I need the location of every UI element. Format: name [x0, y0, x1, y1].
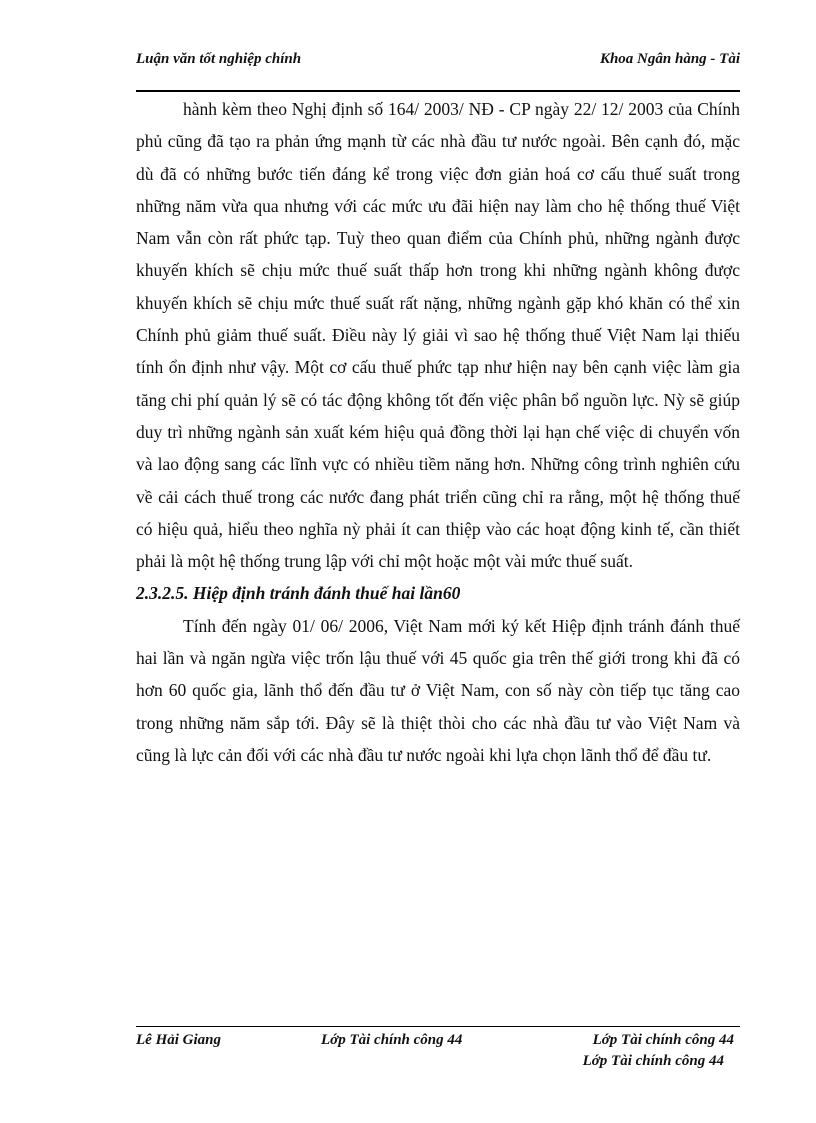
- header-right-title: Khoa Ngân hàng - Tài: [599, 51, 740, 67]
- footer-author: Lê Hải Giang: [136, 1032, 221, 1048]
- header-left-title: Luận văn tốt nghiệp chính: [136, 51, 302, 67]
- footer-class-right: Lớp Tài chính công 44: [592, 1032, 734, 1048]
- section-heading: 2.3.2.5. Hiệp định tránh đánh thuế hai lần60: [136, 583, 461, 604]
- footer-class-right-second: Lớp Tài chính công 44: [582, 1053, 724, 1069]
- footer-class-center: Lớp Tài chính công 44: [321, 1032, 463, 1048]
- document-body: [136, 93, 740, 771]
- page-footer: [136, 1030, 740, 1080]
- paragraph-2: Tính đến ngày 01/ 06/ 2006, Việt Nam mới ký kết Hiệp định tránh đánh thuế hai lần và ngăn ngừa việc trốn lậu thuế với 45 quốc gia trên thế giới trong khi đã có hơn 60 quốc gia, lãnh thổ đến đầu tư ở Việt Nam, con số này còn tiếp tục tăng cao trong những năm sắp tới. Đây sẽ là thiệt thòi cho các nhà đầu tư vào Việt Nam và cũng là lực cản đối với các nhà đầu tư nước ngoài khi lựa chọn lãnh thổ để đầu tư.: [136, 615, 740, 765]
- footer-divider: [136, 1026, 740, 1027]
- header-divider: [136, 90, 740, 92]
- paragraph-1: hành kèm theo Nghị định số 164/ 2003/ NĐ - CP ngày 22/ 12/ 2003 của Chính phủ cũng đã tạo ra phản ứng mạnh từ các nhà đầu tư nước ngoài. Bên cạnh đó, mặc dù đã có những bước tiến đáng kể trong việc đơn giản hoá cơ cấu thuế suất trong những năm vừa qua nhưng với các mức ưu đãi hiện nay làm cho hệ thống thuế Việt Nam vẫn còn rất phức tạp. Tuỳ theo quan điểm của Chính phủ, những ngành được khuyến khích sẽ chịu mức thuế suất thấp hơn trong khi những ngành không được khuyến khích sẽ chịu mức thuế suất rất nặng, những ngành gặp khó khăn có thể xin Chính phủ giảm thuế suất. Điều này lý giải vì sao hệ thống thuế Việt Nam lại thiếu tính ổn định như vậy. Một cơ cấu thuế phức tạp như hiện nay bên cạnh việc làm gia tăng chi phí quản lý sẽ có tác động không tốt đến việc phân bổ nguồn lực. Nỳ sẽ giúp duy trì những ngành sản xuất kém hiệu quả đồng thời lại hạn chế việc di chuyển vốn và lao động sang các lĩnh vực có nhiều tiềm năng hơn. Những công trình nghiên cứu về cải cách thuế trong các nước đang phát triển cũng chỉ ra rằng, một hệ thống thuế có hiệu quả, hiểu theo nghĩa nỳ phải ít can thiệp vào các hoạt động kinh tế, cần thiết phải là một hệ thống trung lập với chỉ một hoặc một vài mức thuế suất.: [136, 99, 740, 572]
